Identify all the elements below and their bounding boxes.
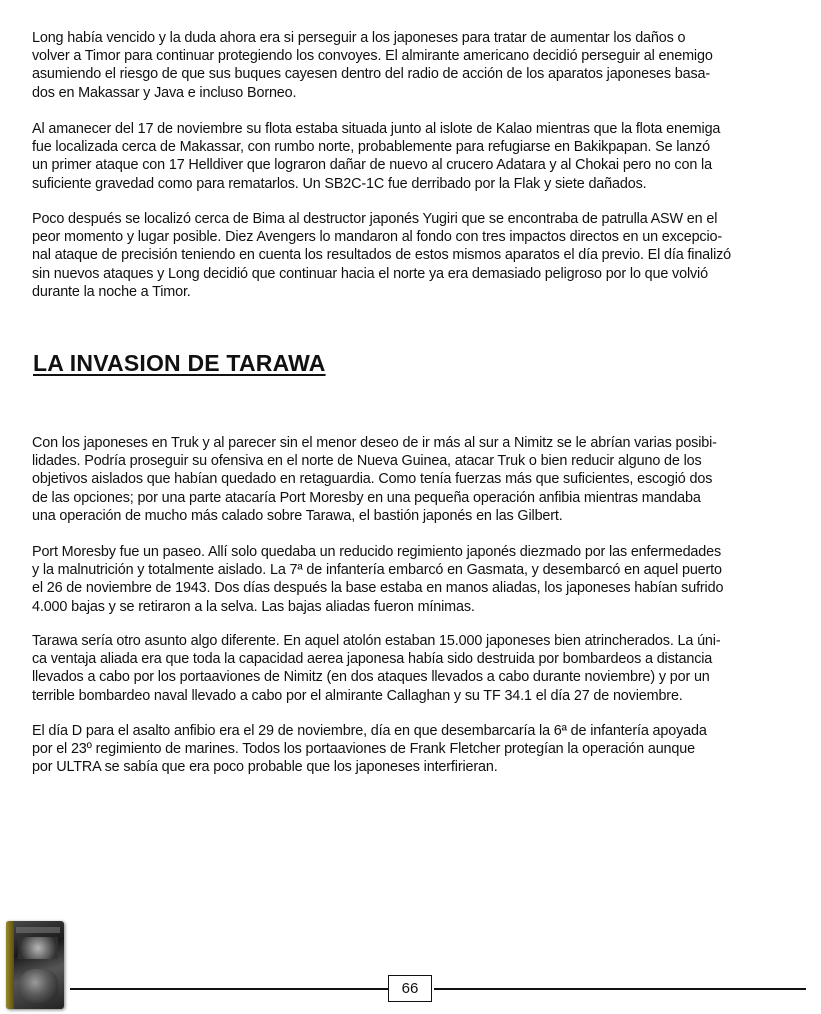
paragraph-6: Tarawa sería otro asunto algo diferente. En aquel atolón estaban 15.000 japoneses bien atrincherados. La úni- ca ventaja aliada era que toda la capacidad aerea japonesa había sido destruida por bombardeos a distancia llevados a cabo por los portaaviones de Nimitz (en dos ataques llevados a cabo durante noviembre) y por un terrible bombardeo naval llevado a cabo por el almirante Callaghan y su TF 34.1 el día 27 de noviembre. xyxy=(32,633,721,704)
cover-logo-art xyxy=(18,937,58,959)
cover-title-strip xyxy=(16,927,60,933)
footer-rule-right xyxy=(434,988,806,990)
paragraph-4: Con los japoneses en Truk y al parecer sin el menor deseo de ir más al sur a Nimitz se le abrían varias posibi- lidades. Podría proseguir su ofensiva en el norte de Nueva Guinea, atacar Truk o bien reducir alguno de los objetivos aislados que habían quedado en retaguardia. Como tenía fuerzas más que suficientes, escogió dos de las opciones; por una parte atacaría Port Moresby en una pequeña operación anfibia mientras mandaba una operación de mucho más calado sobre Tarawa, el bastión japonés en las Gilbert. xyxy=(32,435,717,524)
game-box-cover-image xyxy=(6,921,64,1009)
paragraph-1: Long había vencido y la duda ahora era si perseguir a los japoneses para tratar de aumentar los daños o volver a Timor para continuar protegiendo los convoyes. El almirante americano decidió perseguir al enemigo asumiendo el riesgo de que sus buques cayesen dentro del radio de acción de los aparatos japoneses basa- dos en Makassar y Java e incluso Borneo. xyxy=(32,30,713,101)
section-heading: LA INVASION DE TARAWA xyxy=(33,350,326,376)
paragraph-5: Port Moresby fue un paseo. Allí solo quedaba un reducido regimiento japonés diezmado por las enfermedades y la malnutrición y totalmente aislado. La 7ª de infantería embarcó en Gasmata, y desembarcó en aquel puerto el 26 de noviembre de 1943. Dos días después la base estaba en manos aliadas, los japoneses habían sufrido 4.000 bajas y se retiraron a la selva. Las bajas aliadas fueron mínimas. xyxy=(32,544,724,615)
footer-rule-left xyxy=(70,988,388,990)
cover-spine xyxy=(6,921,14,1009)
paragraph-2: Al amanecer del 17 de noviembre su flota estaba situada junto al islote de Kalao mientras que la flota enemiga fue localizada cerca de Makassar, con rumbo norte, probablemente para refugiarse en Bakikpapan. Se lanzó un primer ataque con 17 Helldiver que lograron dañar de nuevo al crucero Adatara y al Chokai pero no con la suficiente gravedad como para rematarlos. Un SB2C-1C fue derribado por la Flak y siete dañados. xyxy=(32,121,721,192)
cover-battle-art xyxy=(20,969,58,1003)
page-number: 66 xyxy=(388,975,432,1002)
paragraph-7: El día D para el asalto anfibio era el 29 de noviembre, día en que desembarcaría la 6ª de infantería apoyada por el 23º regimiento de marines. Todos los portaaviones de Frank Fletcher protegían la operación aunque por ULTRA se sabía que era poco probable que los japoneses interfirieran. xyxy=(32,723,707,776)
paragraph-3: Poco después se localizó cerca de Bima al destructor japonés Yugiri que se encontraba de patrulla ASW en el peor momento y lugar posible. Diez Avengers lo mandaron al fondo con tres impactos directos en un excepcio- nal ataque de precisión teniendo en cuenta los resultados de estos mismos aparatos el día previo. El día finalizó sin nuevos ataques y Long decidió que continuar hacia el norte ya era demasiado peligroso por lo que volvió durante la noche a Timor. xyxy=(32,211,732,300)
